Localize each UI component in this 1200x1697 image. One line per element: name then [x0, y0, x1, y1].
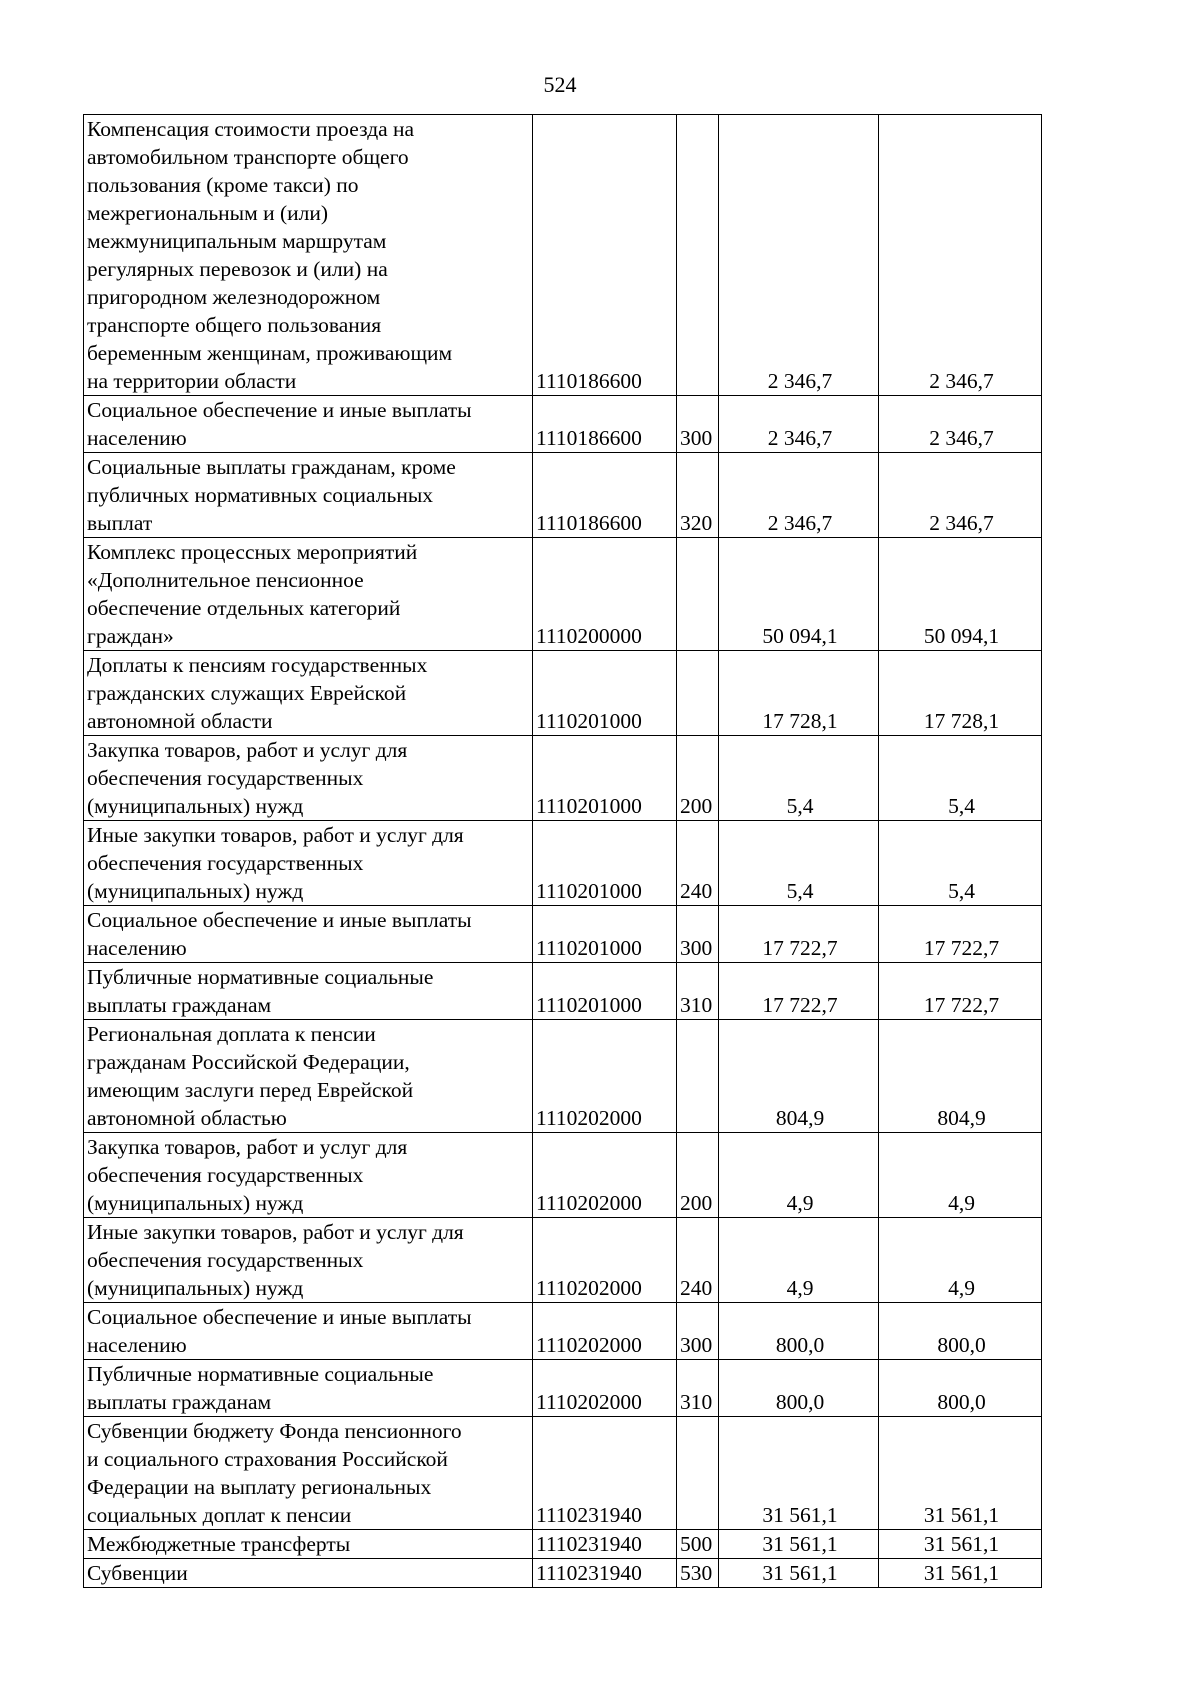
row-expense-type-code: 500: [677, 1530, 719, 1559]
row-target-article-code: 1110202000: [533, 1218, 677, 1303]
row-amount-2: 50 094,1: [879, 538, 1042, 651]
table-row: [84, 1559, 1042, 1588]
row-expense-type-code: 200: [677, 1133, 719, 1218]
row-target-article-code: 1110202000: [533, 1133, 677, 1218]
table-row: [84, 963, 1042, 1020]
row-name: Субвенции бюджету Фонда пенсионного и социального страхования Российской Федерации на выплату региональных социальных доплат к пенсии: [84, 1417, 533, 1530]
table-row: [84, 1303, 1042, 1360]
row-amount-1: 17 728,1: [719, 651, 879, 736]
row-expense-type-code: 240: [677, 821, 719, 906]
row-name: Социальное обеспечение и иные выплаты населению: [84, 906, 533, 963]
row-amount-2: 2 346,7: [879, 396, 1042, 453]
row-amount-1: 2 346,7: [719, 453, 879, 538]
row-target-article-code: 1110186600: [533, 115, 677, 396]
row-target-article-code: 1110200000: [533, 538, 677, 651]
row-amount-1: 800,0: [719, 1303, 879, 1360]
row-name: Социальное обеспечение и иные выплаты населению: [84, 396, 533, 453]
row-target-article-code: 1110186600: [533, 453, 677, 538]
row-expense-type-code: 530: [677, 1559, 719, 1588]
row-amount-2: 17 722,7: [879, 906, 1042, 963]
row-expense-type-code: [677, 1417, 719, 1530]
table-row: [84, 736, 1042, 821]
row-target-article-code: 1110231940: [533, 1530, 677, 1559]
row-expense-type-code: [677, 651, 719, 736]
row-amount-1: 804,9: [719, 1020, 879, 1133]
row-expense-type-code: 240: [677, 1218, 719, 1303]
row-name: Доплаты к пенсиям государственных гражданских служащих Еврейской автономной области: [84, 651, 533, 736]
row-name: Закупка товаров, работ и услуг для обеспечения государственных (муниципальных) нужд: [84, 1133, 533, 1218]
row-expense-type-code: 200: [677, 736, 719, 821]
row-amount-2: 804,9: [879, 1020, 1042, 1133]
row-name: Социальное обеспечение и иные выплаты населению: [84, 1303, 533, 1360]
row-amount-1: 800,0: [719, 1360, 879, 1417]
row-amount-1: 31 561,1: [719, 1417, 879, 1530]
table-row: [84, 906, 1042, 963]
row-amount-2: 31 561,1: [879, 1530, 1042, 1559]
row-name: Компенсация стоимости проезда на автомобильном транспорте общего пользования (кроме такси) по межрегиональным и (или) межмуниципальным маршрутам регулярных перевозок и (или) на пригородном железнодорожном транспорте общего пользования беременным женщинам, проживающим на территории области: [84, 115, 533, 396]
row-amount-1: 17 722,7: [719, 963, 879, 1020]
table-row: [84, 115, 1042, 396]
row-amount-1: 4,9: [719, 1218, 879, 1303]
row-name: Региональная доплата к пенсии гражданам Российской Федерации, имеющим заслуги перед Еврейской автономной областью: [84, 1020, 533, 1133]
row-target-article-code: 1110201000: [533, 963, 677, 1020]
row-amount-1: 50 094,1: [719, 538, 879, 651]
row-name: Межбюджетные трансферты: [84, 1530, 533, 1559]
row-expense-type-code: [677, 1020, 719, 1133]
table-row: [84, 1417, 1042, 1530]
row-name: Закупка товаров, работ и услуг для обеспечения государственных (муниципальных) нужд: [84, 736, 533, 821]
row-amount-1: 17 722,7: [719, 906, 879, 963]
budget-table: [83, 114, 1042, 1588]
row-amount-2: 17 728,1: [879, 651, 1042, 736]
row-amount-1: 2 346,7: [719, 396, 879, 453]
row-expense-type-code: [677, 538, 719, 651]
row-amount-2: 2 346,7: [879, 115, 1042, 396]
row-amount-1: 5,4: [719, 821, 879, 906]
row-target-article-code: 1110202000: [533, 1360, 677, 1417]
row-name: Иные закупки товаров, работ и услуг для обеспечения государственных (муниципальных) нужд: [84, 1218, 533, 1303]
row-target-article-code: 1110202000: [533, 1303, 677, 1360]
table-row: [84, 1530, 1042, 1559]
row-target-article-code: 1110201000: [533, 736, 677, 821]
table-row: [84, 1133, 1042, 1218]
row-name: Публичные нормативные социальные выплаты гражданам: [84, 1360, 533, 1417]
row-amount-2: 31 561,1: [879, 1417, 1042, 1530]
row-target-article-code: 1110231940: [533, 1559, 677, 1588]
row-expense-type-code: 310: [677, 963, 719, 1020]
row-target-article-code: 1110201000: [533, 906, 677, 963]
row-amount-2: 2 346,7: [879, 453, 1042, 538]
row-amount-2: 800,0: [879, 1303, 1042, 1360]
row-target-article-code: 1110202000: [533, 1020, 677, 1133]
row-name: Публичные нормативные социальные выплаты гражданам: [84, 963, 533, 1020]
table-row: [84, 396, 1042, 453]
table-row: [84, 1218, 1042, 1303]
row-amount-2: 800,0: [879, 1360, 1042, 1417]
row-expense-type-code: 300: [677, 1303, 719, 1360]
table-row: [84, 651, 1042, 736]
row-amount-1: 31 561,1: [719, 1530, 879, 1559]
table-row: [84, 538, 1042, 651]
row-name: Социальные выплаты гражданам, кроме публичных нормативных социальных выплат: [84, 453, 533, 538]
table-row: [84, 1360, 1042, 1417]
row-amount-1: 2 346,7: [719, 115, 879, 396]
row-amount-2: 5,4: [879, 736, 1042, 821]
row-target-article-code: 1110231940: [533, 1417, 677, 1530]
table-row: [84, 821, 1042, 906]
row-amount-1: 4,9: [719, 1133, 879, 1218]
row-amount-2: 31 561,1: [879, 1559, 1042, 1588]
row-expense-type-code: 320: [677, 453, 719, 538]
row-amount-2: 5,4: [879, 821, 1042, 906]
row-expense-type-code: 310: [677, 1360, 719, 1417]
row-target-article-code: 1110186600: [533, 396, 677, 453]
row-name: Иные закупки товаров, работ и услуг для обеспечения государственных (муниципальных) нужд: [84, 821, 533, 906]
page-number: 524: [543, 72, 577, 97]
row-amount-2: 4,9: [879, 1133, 1042, 1218]
row-amount-2: 4,9: [879, 1218, 1042, 1303]
row-amount-2: 17 722,7: [879, 963, 1042, 1020]
row-amount-1: 5,4: [719, 736, 879, 821]
table-row: [84, 453, 1042, 538]
row-expense-type-code: [677, 115, 719, 396]
row-name: Комплекс процессных мероприятий «Дополнительное пенсионное обеспечение отдельных категорий граждан»: [84, 538, 533, 651]
row-target-article-code: 1110201000: [533, 821, 677, 906]
row-expense-type-code: 300: [677, 906, 719, 963]
row-expense-type-code: 300: [677, 396, 719, 453]
row-target-article-code: 1110201000: [533, 651, 677, 736]
row-name: Субвенции: [84, 1559, 533, 1588]
table-row: [84, 1020, 1042, 1133]
row-amount-1: 31 561,1: [719, 1559, 879, 1588]
